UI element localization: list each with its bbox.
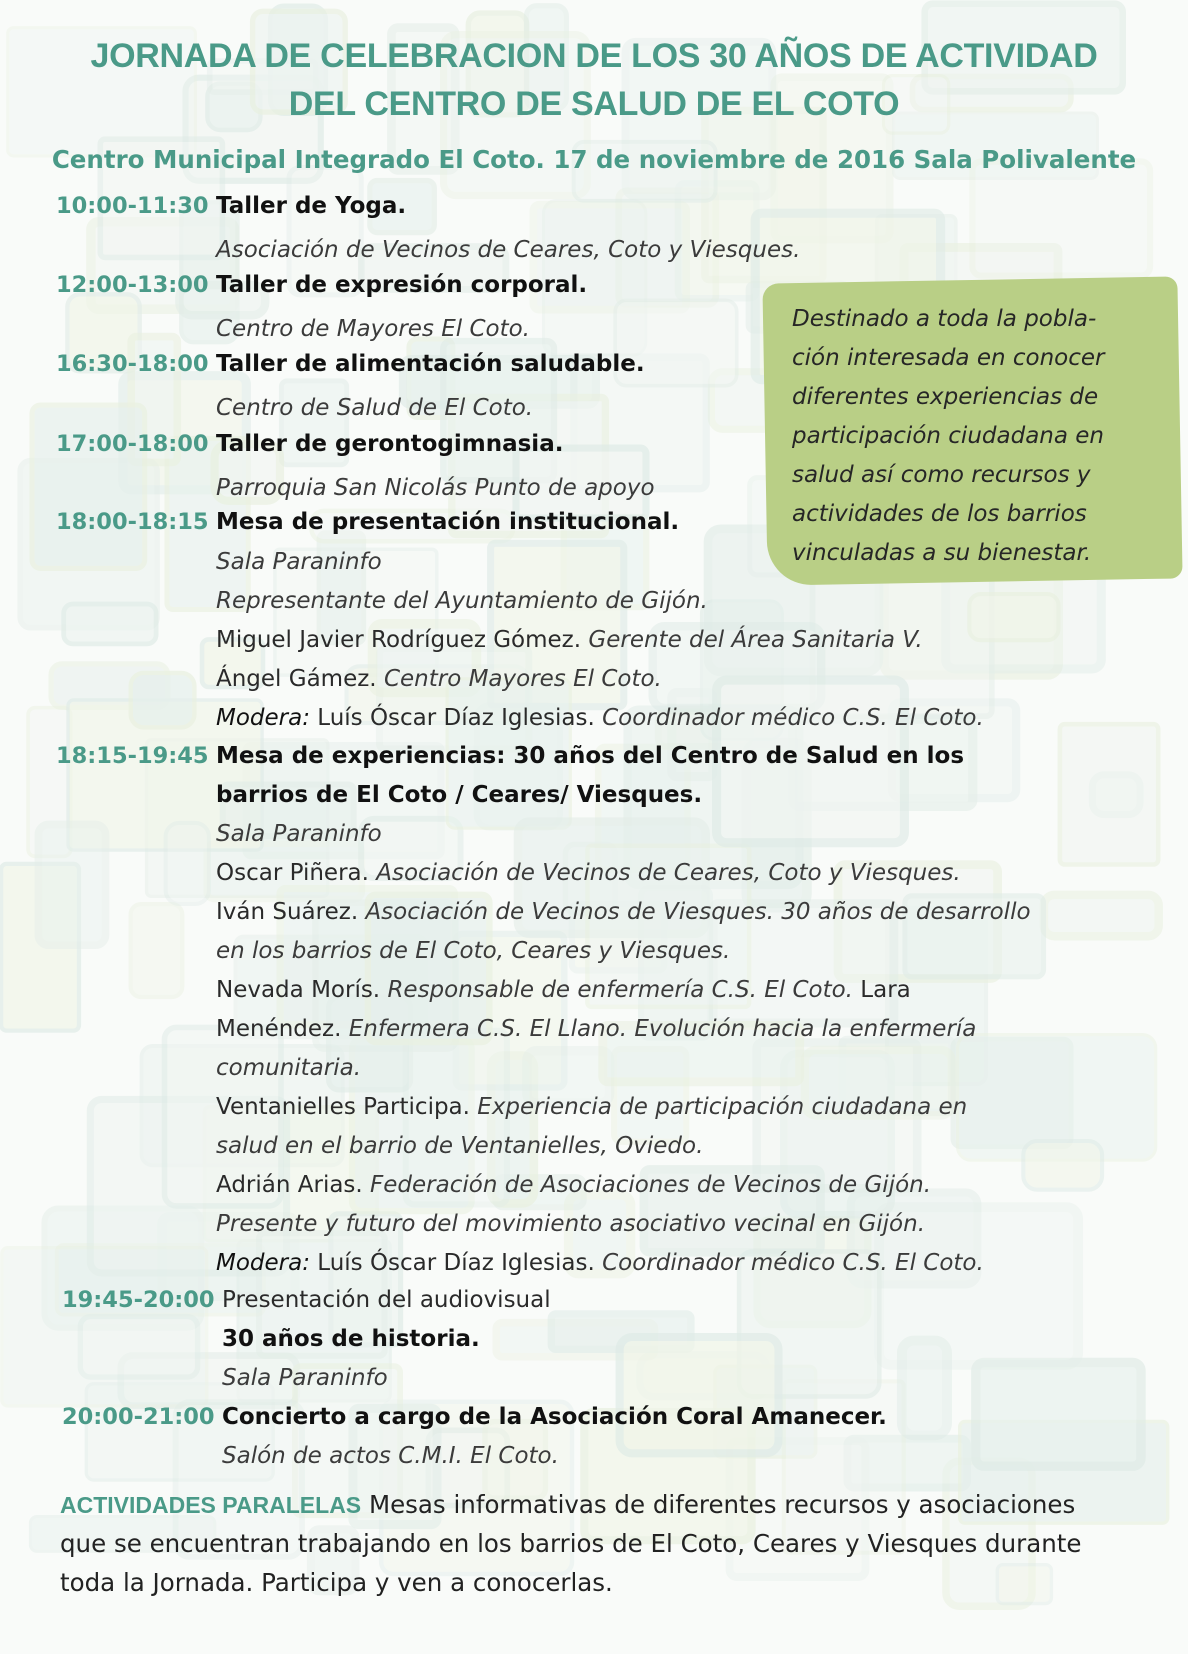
activity-title: Taller de alimentación saludable. (216, 351, 645, 377)
moderator-line (216, 700, 984, 736)
moderator-name: Luís Óscar Díaz Iglesias. (309, 705, 603, 731)
participant-role: Gerente del Área Sanitaria V. (588, 627, 923, 653)
activity-place: Sala Paraninfo (216, 821, 382, 847)
moderator-role: Coordinador médico C.S. El Coto. (602, 705, 984, 731)
parallel-text: Mesas informativas de diferentes recursos y asociaciones (361, 1490, 1076, 1519)
participant-line (216, 972, 911, 1008)
activity-host: Parroquia San Nicolás Punto de apoyo (216, 475, 655, 501)
participant-line: Presente y futuro del movimiento asociativo vecinal en Gijón. (216, 1211, 926, 1237)
moderator-line (216, 1245, 984, 1281)
participant-line (216, 661, 662, 697)
moderator-label: Modera: (216, 705, 310, 731)
parallel-text: toda la Jornada. Participa y ven a conocerlas. (60, 1568, 613, 1597)
participant-name: Ventanielles Participa. (216, 1094, 478, 1120)
participant-name: Miguel Javier Rodríguez Gómez. (216, 627, 589, 653)
participant-name: Menéndez. (216, 1016, 349, 1042)
event-subtitle: Centro Municipal Integrado El Coto. 17 de noviembre de 2016 Sala Polivalente (51, 145, 1137, 174)
participant-role: Enfermera C.S. El Llano. Evolución hacia la enfermería (348, 1016, 977, 1042)
time-slot: 16:30-18:00 (56, 351, 209, 377)
participant-role: Asociación de Vecinos de Viesques. 30 años de desarrollo (365, 899, 1031, 925)
note-line: vinculadas a su bienestar. (792, 540, 1092, 566)
activity-place: Salón de actos C.M.I. El Coto. (222, 1443, 559, 1469)
activity-host: Asociación de Vecinos de Ceares, Coto y Viesques. (216, 237, 801, 263)
participant-role: Centro Mayores El Coto. (383, 666, 662, 692)
title-line-1: JORNADA DE CELEBRACION DE LOS 30 AÑOS DE ACTIVIDAD (90, 37, 1098, 75)
note-line: Destinado a toda la pobla- (792, 306, 1097, 332)
participant-name: Nevada Morís. (216, 977, 388, 1003)
parallel-heading: ACTIVIDADES PARALELAS (60, 1492, 362, 1518)
activity-title: Mesa de presentación institucional. (216, 509, 680, 535)
note-line: participación ciudadana en (792, 423, 1104, 449)
participant-line: salud en el barrio de Ventanielles, Oviedo. (216, 1133, 704, 1159)
time-slot: 18:15-19:45 (56, 743, 209, 769)
activity-title: 30 años de historia. (222, 1326, 480, 1352)
moderator-label: Modera: (216, 1250, 310, 1276)
participant-line (216, 1011, 976, 1047)
activity-title-cont: barrios de El Coto / Ceares/ Viesques. (216, 782, 703, 808)
participant-line: Representante del Ayuntamiento de Gijón. (216, 588, 708, 614)
moderator-name: Luís Óscar Díaz Iglesias. (309, 1250, 603, 1276)
time-slot: 12:00-13:00 (56, 272, 209, 298)
note-line: salud así como recursos y (792, 462, 1091, 488)
note-line: ción interesada en conocer (792, 345, 1105, 371)
participant-line: en los barrios de El Coto, Ceares y Viesques. (216, 938, 731, 964)
activity-title: Concierto a cargo de la Asociación Coral Amanecer. (222, 1404, 887, 1430)
note-line: diferentes experiencias de (792, 384, 1099, 410)
participant-line (216, 855, 961, 891)
participant-line (216, 622, 923, 658)
moderator-role: Coordinador médico C.S. El Coto. (602, 1250, 984, 1276)
parallel-text: que se encuentran trabajando en los barrios de El Coto, Ceares y Viesques durante (60, 1529, 1082, 1558)
activity-title: Taller de Yoga. (216, 193, 407, 219)
participant-role: Experiencia de participación ciudadana en (477, 1094, 968, 1120)
activity-place: Sala Paraninfo (216, 549, 382, 575)
activity-host: Centro de Salud de El Coto. (216, 395, 534, 421)
activity-title: Taller de expresión corporal. (216, 272, 588, 298)
participant-name: Iván Suárez. (216, 899, 366, 925)
participant-line (216, 1089, 967, 1125)
participant-role: Asociación de Vecinos de Ceares, Coto y Viesques. (376, 860, 961, 886)
time-slot: 19:45-20:00 (62, 1287, 215, 1313)
participant-name: Ángel Gámez. (216, 666, 384, 692)
note-line: actividades de los barrios (792, 501, 1087, 527)
time-slot: 10:00-11:30 (56, 193, 209, 219)
activity-host: Centro de Mayores El Coto. (216, 316, 530, 342)
time-slot: 18:00-18:15 (56, 509, 209, 535)
activity-place: Sala Paraninfo (222, 1365, 388, 1391)
page-title (20, 32, 1168, 128)
parallel-activities (60, 1485, 1075, 1525)
participant-role: Federación de Asociaciones de Vecinos de Gijón. (370, 1172, 932, 1198)
participant-name: Oscar Piñera. (216, 860, 377, 886)
time-slot: 20:00-21:00 (62, 1404, 215, 1430)
participant-line (216, 1167, 931, 1203)
activity-title: Taller de gerontogimnasia. (216, 431, 564, 457)
participant-line: comunitaria. (216, 1055, 362, 1081)
time-slot: 17:00-18:00 (56, 431, 209, 457)
participant-role: Responsable de enfermería C.S. El Coto. (387, 977, 853, 1003)
participant-line (216, 894, 1031, 930)
activity-title: Mesa de experiencias: 30 años del Centro de Salud en los (216, 743, 965, 769)
activity-intro: Presentación del audiovisual (222, 1287, 551, 1313)
title-line-2: DEL CENTRO DE SALUD DE EL COTO (288, 85, 900, 123)
participant-name: Adrián Arias. (216, 1172, 371, 1198)
participant-name: Lara (853, 977, 911, 1003)
